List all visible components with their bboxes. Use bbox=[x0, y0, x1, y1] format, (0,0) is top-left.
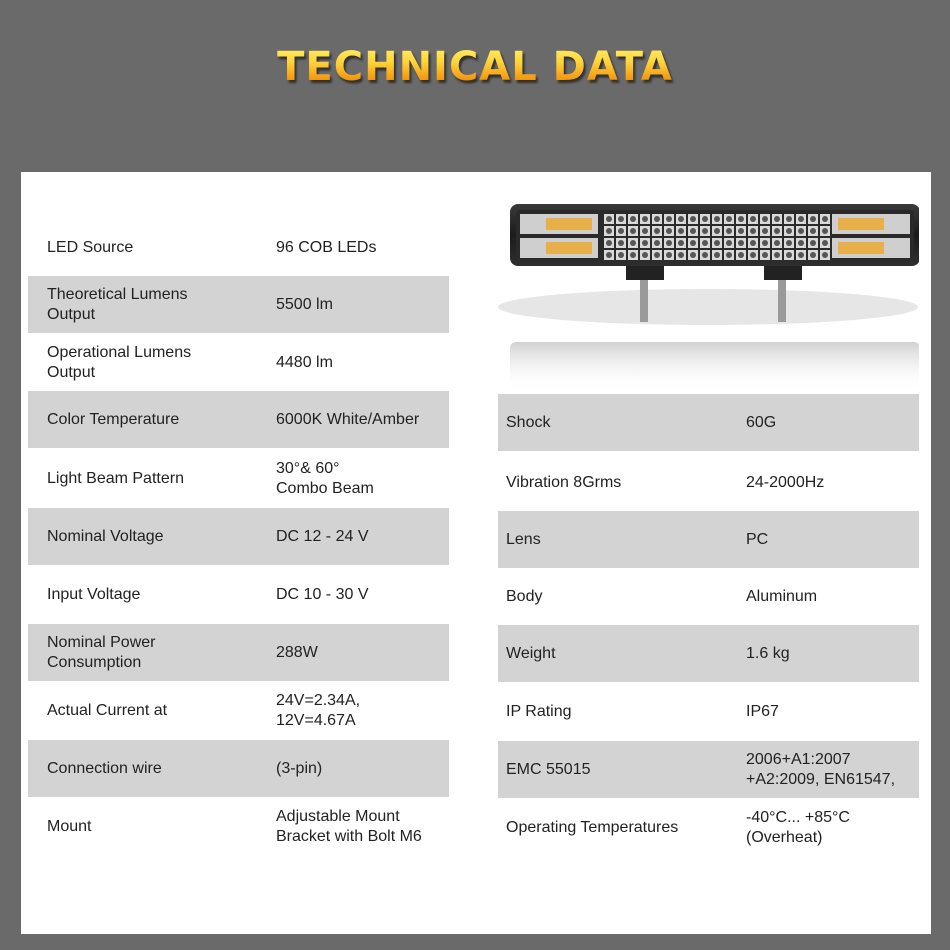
right-spec-row bbox=[498, 799, 919, 856]
spec-value: -40°C... +85°C (Overheat) bbox=[746, 808, 850, 846]
left-spec-row bbox=[28, 334, 449, 391]
spec-label: Actual Current at bbox=[47, 701, 168, 719]
spec-panel bbox=[21, 172, 931, 934]
page-title: TECHNICAL DATA bbox=[0, 44, 950, 90]
left-spec-row bbox=[28, 682, 449, 739]
spec-value: IP67 bbox=[746, 702, 779, 720]
spec-label: Weight bbox=[506, 644, 556, 662]
spec-value: DC 12 - 24 V bbox=[276, 527, 369, 545]
right-spec-row bbox=[498, 741, 919, 798]
left-spec-row bbox=[28, 566, 449, 623]
spec-label: EMC 55015 bbox=[506, 760, 591, 778]
spec-label: Nominal Voltage bbox=[47, 527, 164, 545]
left-spec-row bbox=[28, 219, 449, 276]
spec-label: Connection wire bbox=[47, 759, 162, 777]
right-spec-row bbox=[498, 683, 919, 740]
spec-label: Operational Lumens Output bbox=[47, 343, 192, 381]
spec-value: 24-2000Hz bbox=[746, 473, 825, 491]
spec-label: Body bbox=[506, 587, 543, 605]
spec-label: Input Voltage bbox=[47, 585, 141, 603]
right-spec-row bbox=[498, 568, 919, 625]
spec-label: Light Beam Pattern bbox=[47, 469, 184, 487]
spec-label: Color Temperature bbox=[47, 410, 180, 428]
spec-value: 2006+A1:2007 +A2:2009, EN61547, bbox=[746, 750, 896, 788]
right-spec-row bbox=[498, 454, 919, 511]
right-spec-row bbox=[498, 394, 919, 451]
spec-label: Shock bbox=[506, 413, 551, 431]
spec-value: 24V=2.34A, 12V=4.67A bbox=[276, 691, 361, 729]
spec-label: Lens bbox=[506, 530, 541, 548]
left-spec-row bbox=[28, 391, 449, 448]
right-spec-row bbox=[498, 511, 919, 568]
spec-value: 5500 lm bbox=[276, 295, 333, 313]
spec-label: LED Source bbox=[47, 238, 134, 256]
spec-value: 30°& 60° Combo Beam bbox=[276, 459, 374, 497]
spec-label: IP Rating bbox=[506, 702, 572, 720]
left-spec-row bbox=[28, 798, 449, 855]
spec-value: 96 COB LEDs bbox=[276, 238, 377, 256]
led-light-bar-image bbox=[498, 192, 919, 392]
right-spec-row bbox=[498, 625, 919, 682]
spec-label: Operating Temperatures bbox=[506, 818, 679, 836]
spec-label: Mount bbox=[47, 817, 92, 835]
spec-value: Adjustable Mount Bracket with Bolt M6 bbox=[276, 807, 422, 845]
spec-value: 4480 lm bbox=[276, 353, 333, 371]
spec-value: Aluminum bbox=[746, 587, 818, 605]
spec-value: 60G bbox=[746, 413, 777, 431]
left-spec-row bbox=[28, 740, 449, 797]
left-spec-row bbox=[28, 508, 449, 565]
spec-label: Nominal Power Consumption bbox=[47, 633, 156, 671]
spec-value: DC 10 - 30 V bbox=[276, 585, 369, 603]
spec-value: PC bbox=[746, 530, 769, 548]
spec-value: 288W bbox=[276, 643, 318, 661]
left-spec-row bbox=[28, 624, 449, 681]
left-spec-row bbox=[28, 276, 449, 333]
spec-label: Theoretical Lumens Output bbox=[47, 285, 188, 323]
left-spec-row bbox=[28, 450, 449, 507]
spec-value: 6000K White/Amber bbox=[276, 410, 420, 428]
spec-value: (3-pin) bbox=[276, 759, 323, 777]
spec-value: 1.6 kg bbox=[746, 644, 790, 662]
spec-label: Vibration 8Grms bbox=[506, 473, 622, 491]
